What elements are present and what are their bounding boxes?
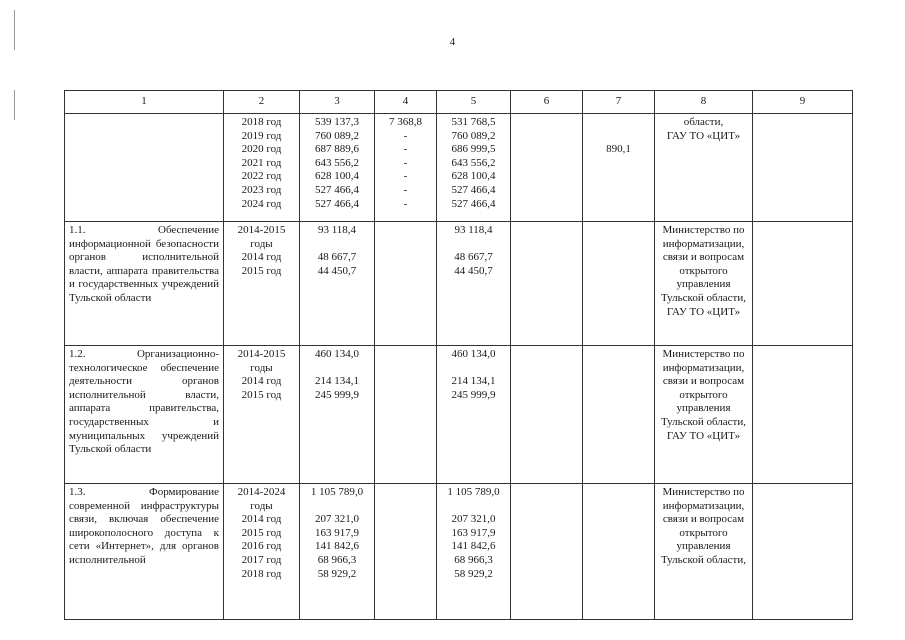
cell-line: 527 466,4 [451, 183, 496, 196]
col7-cell [583, 114, 655, 222]
federal-cell [375, 114, 437, 222]
cell-line: - [403, 170, 408, 183]
table-row [65, 222, 853, 346]
cell-line: 2015 год [241, 388, 282, 401]
cell-line: 2018 год [241, 116, 282, 128]
period-cell [224, 114, 300, 222]
header-cell: 7 [583, 91, 655, 114]
cell-line: 68 966,3 [454, 553, 493, 566]
cell-line: 460 134,0 [315, 348, 359, 360]
cell-line: 141 842,6 [451, 540, 496, 553]
measure-name-cell [65, 114, 224, 222]
total-cell [300, 222, 375, 346]
scan-mark [14, 90, 15, 120]
header-cell: 4 [375, 91, 437, 114]
cell-line: 245 999,9 [315, 388, 359, 401]
cell-line: 2017 год [241, 553, 282, 566]
cell-line: 527 466,4 [315, 197, 359, 210]
cell-line [304, 362, 370, 376]
cell-line: 890,1 [606, 143, 631, 156]
col6-cell [511, 222, 583, 346]
measure-name-cell: 1.2. Организационно-технологическое обеспечение деятельности органов исполнительной власти, аппарата правительства, государственных и муниципальных учреждений Тульской области [65, 346, 224, 484]
cell-line: 2014-2015 [237, 348, 286, 360]
cell-line: 628 100,4 [451, 170, 496, 183]
spacer [587, 116, 650, 130]
cell-line: 643 556,2 [315, 156, 359, 169]
scan-mark [14, 10, 15, 50]
cell-line: - [403, 183, 408, 196]
spacer [587, 130, 650, 144]
cell-line: 58 929,2 [454, 567, 493, 580]
table-row [65, 114, 853, 222]
table-row [65, 484, 853, 620]
regional-cell [437, 222, 511, 346]
federal-cell [375, 346, 437, 484]
header-row [65, 91, 853, 114]
col7-cell [583, 484, 655, 620]
page-number: 4 [449, 36, 456, 48]
cell-line [304, 238, 370, 252]
cell-line: 2014 год [241, 513, 282, 526]
cell-line: 686 999,5 [451, 143, 496, 156]
cell-line: 760 089,2 [315, 129, 359, 142]
cell-line [441, 500, 506, 514]
cell-line: 1 105 789,0 [447, 486, 500, 498]
cell-line: 2014-2024 [237, 486, 286, 498]
executor-cell: Министерство по информатизации, связи и вопросам открытого управления Тульской области, [655, 484, 753, 620]
cell-line: 760 089,2 [451, 129, 496, 142]
col6-cell [511, 484, 583, 620]
period-cell [224, 346, 300, 484]
col6-cell [511, 114, 583, 222]
cell-line: 2020 год [241, 143, 282, 156]
header-cell: 5 [437, 91, 511, 114]
header-cell: 6 [511, 91, 583, 114]
cell-line: 163 917,9 [315, 526, 359, 539]
cell-line: годы [250, 361, 273, 374]
cell-line: 207 321,0 [451, 513, 496, 526]
total-cell [300, 484, 375, 620]
cell-line: 1 105 789,0 [310, 486, 364, 498]
cell-line: 68 966,3 [317, 553, 357, 566]
executor-cell: области, ГАУ ТО «ЦИТ» [655, 114, 753, 222]
cell-line: 93 118,4 [454, 224, 493, 236]
col9-cell [753, 346, 853, 484]
cell-line: 163 917,9 [451, 526, 496, 539]
cell-line: 48 667,7 [454, 251, 493, 264]
cell-line: годы [250, 499, 273, 512]
cell-line: годы [250, 237, 273, 250]
cell-line: 2016 год [241, 540, 282, 553]
regional-cell [437, 346, 511, 484]
cell-line: 687 889,6 [315, 143, 359, 156]
executor-cell: Министерство по информатизации, связи и вопросам открытого управления Тульской области, ГАУ ТО «ЦИТ» [655, 346, 753, 484]
cell-line: 93 118,4 [317, 224, 357, 236]
header-cell: 2 [224, 91, 300, 114]
federal-cell [375, 484, 437, 620]
period-cell [224, 222, 300, 346]
table-row [65, 346, 853, 484]
cell-line: 2015 год [241, 526, 282, 539]
measure-name-cell: 1.1. Обеспечение информационной безопасности органов исполнительной власти, аппарата правительства и государственных учреждений Тульской области [65, 222, 224, 346]
col9-cell [753, 484, 853, 620]
cell-line: 539 137,3 [315, 116, 359, 128]
col9-cell [753, 222, 853, 346]
col6-cell [511, 346, 583, 484]
header-cell: 1 [65, 91, 224, 114]
col9-cell [753, 114, 853, 222]
cell-line: 2014-2015 [237, 224, 286, 236]
cell-line: 58 929,2 [317, 567, 357, 580]
col7-cell [583, 346, 655, 484]
regional-cell [437, 484, 511, 620]
cell-line: 2015 год [241, 264, 282, 277]
cell-line: - [403, 129, 408, 142]
cell-line: 2014 год [241, 251, 282, 264]
cell-line: 141 842,6 [315, 540, 359, 553]
cell-line: 214 134,1 [315, 375, 359, 388]
program-table [64, 90, 853, 620]
cell-line: 2023 год [241, 183, 282, 196]
total-cell [300, 346, 375, 484]
regional-cell [437, 114, 511, 222]
header-cell: 3 [300, 91, 375, 114]
cell-line: 2021 год [241, 156, 282, 169]
executor-cell: Министерство по информатизации, связи и вопросам открытого управления Тульской области, ГАУ ТО «ЦИТ» [655, 222, 753, 346]
cell-line: - [403, 197, 408, 210]
cell-line: 2018 год [241, 567, 282, 580]
header-cell: 8 [655, 91, 753, 114]
cell-line: 643 556,2 [451, 156, 496, 169]
cell-line: - [403, 143, 408, 156]
cell-line: 44 450,7 [454, 264, 493, 277]
cell-line: 2019 год [241, 129, 282, 142]
federal-cell [375, 222, 437, 346]
cell-line: 531 768,5 [451, 116, 496, 128]
cell-line [304, 500, 370, 514]
col7-cell [583, 222, 655, 346]
cell-line: 460 134,0 [451, 348, 496, 360]
cell-line: 628 100,4 [315, 170, 359, 183]
cell-line: 48 667,7 [317, 251, 357, 264]
cell-line: 527 466,4 [451, 197, 496, 210]
cell-line: - [403, 156, 408, 169]
cell-line: 245 999,9 [451, 388, 496, 401]
cell-line: 2024 год [241, 197, 282, 210]
cell-line: 214 134,1 [451, 375, 496, 388]
measure-name-cell: 1.3. Формирование современной инфраструктуры связи, включая обеспечение широкополосного доступа к сети «Интернет», для органов исполнительной [65, 484, 224, 620]
cell-line: 44 450,7 [317, 264, 357, 277]
cell-line: 207 321,0 [315, 513, 359, 526]
cell-line: 527 466,4 [315, 183, 359, 196]
cell-line [441, 362, 506, 376]
period-cell [224, 484, 300, 620]
cell-line: 2014 год [241, 375, 282, 388]
cell-line: 2022 год [241, 170, 282, 183]
cell-line: 7 368,8 [389, 116, 422, 128]
total-cell [300, 114, 375, 222]
cell-line [441, 238, 506, 252]
header-cell: 9 [753, 91, 853, 114]
